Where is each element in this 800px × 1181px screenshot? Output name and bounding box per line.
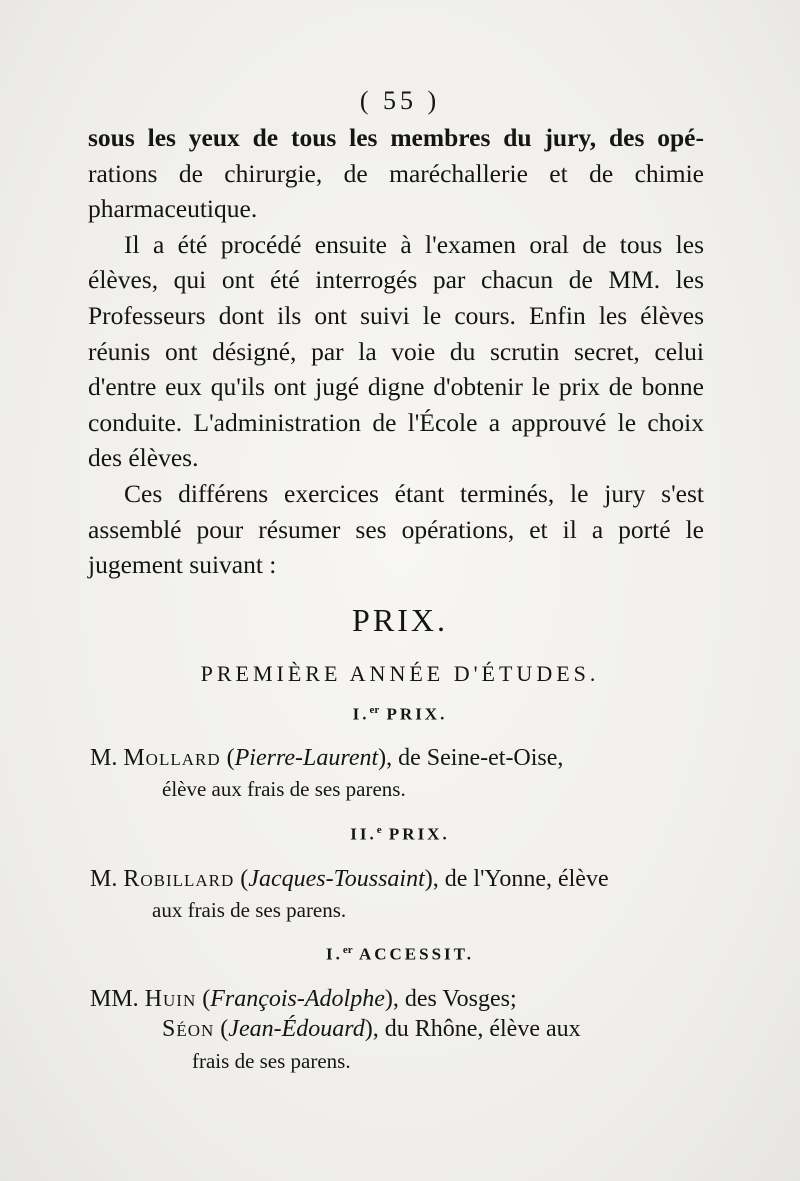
award-2-given: Jacques-Toussaint — [248, 866, 425, 892]
award-3-rank-word: ACCESSIT. — [352, 944, 474, 964]
award-3-rank — [0, 944, 800, 965]
award-2-line: M. Robillard (Jacques-Toussaint), de l'Yonne, élève — [90, 866, 609, 892]
award-2-place: , de l'Yonne, élève — [432, 866, 609, 892]
award-3-place: , des Vosges; — [392, 986, 517, 1012]
award-1-rank — [0, 704, 800, 725]
award-3-second-given: Jean-Édouard — [228, 1016, 365, 1042]
award-1-prefix: M. — [90, 745, 124, 771]
award-1-rank-sup: er — [369, 704, 380, 716]
award-2-rank-sup: e — [376, 824, 382, 836]
award-3-given: François-Adolphe — [210, 986, 385, 1012]
award-2-rank-word: PRIX. — [381, 824, 450, 844]
award-3-surname: Huin — [144, 986, 197, 1012]
body-text — [88, 120, 704, 583]
award-3-rank-num: I. — [326, 944, 343, 964]
paragraph-3: Ces différens exercices étant terminés, le jury s'est assemblé pour résumer ses opérations, et il a porté le jugement suivant : — [88, 478, 704, 580]
award-1-given: Pierre-Laurent — [234, 745, 379, 771]
paragraph-1-first-line: sous les yeux de tous les membres du jury, des opé- — [88, 123, 704, 152]
award-3-prefix: MM. — [90, 986, 145, 1012]
paragraph-2: Il a été procédé ensuite à l'examen oral de tous les élèves, qui ont été interrogés par chacun de MM. les Professeurs dont ils ont suivi le cours. Enfin les élèves réunis ont désigné, par la voie du scrutin secret, celui d'entre eux qu'ils ont jugé digne d'obtenir le prix de bonne conduite. L'administration de l'École a approuvé le choix des élèves. — [88, 229, 704, 473]
year-heading: PREMIÈRE ANNÉE D'ÉTUDES. — [200, 661, 600, 686]
award-3-second-surname: Séon — [162, 1016, 215, 1042]
award-2-rank-num: II. — [350, 824, 377, 844]
award-1-line: M. Mollard (Pierre-Laurent), de Seine-et-Oise, — [90, 745, 564, 771]
award-1-place: , de Seine-et-Oise, — [386, 745, 564, 771]
award-1-note: élève aux frais de ses parens. — [162, 777, 406, 801]
award-1-rank-word: PRIX. — [379, 704, 448, 724]
award-1-surname: Mollard — [123, 745, 221, 771]
award-2-note: aux frais de ses parens. — [152, 898, 347, 922]
award-3-rank-sup: er — [342, 944, 353, 956]
paragraph-1-rest: rations de chirurgie, de maréchallerie et de chimie pharmaceutique. — [88, 158, 704, 224]
award-3-second-line: Séon (Jean-Édouard), du Rhône, élève aux — [162, 1016, 581, 1042]
award-3-line: MM. Huin (François-Adolphe), des Vosges; — [90, 986, 517, 1012]
award-2-prefix: M. — [90, 866, 124, 892]
paragraph-1 — [88, 120, 704, 227]
award-3-note: frais de ses parens. — [192, 1049, 351, 1073]
prix-heading: PRIX. — [352, 602, 448, 638]
award-1-rank-num: I. — [352, 704, 370, 724]
award-2-surname: Robillard — [123, 866, 235, 892]
award-2-rank — [0, 824, 800, 845]
page-number: ( 55 ) — [359, 86, 441, 115]
award-3-second-place: , du Rhône, élève aux — [372, 1016, 581, 1042]
